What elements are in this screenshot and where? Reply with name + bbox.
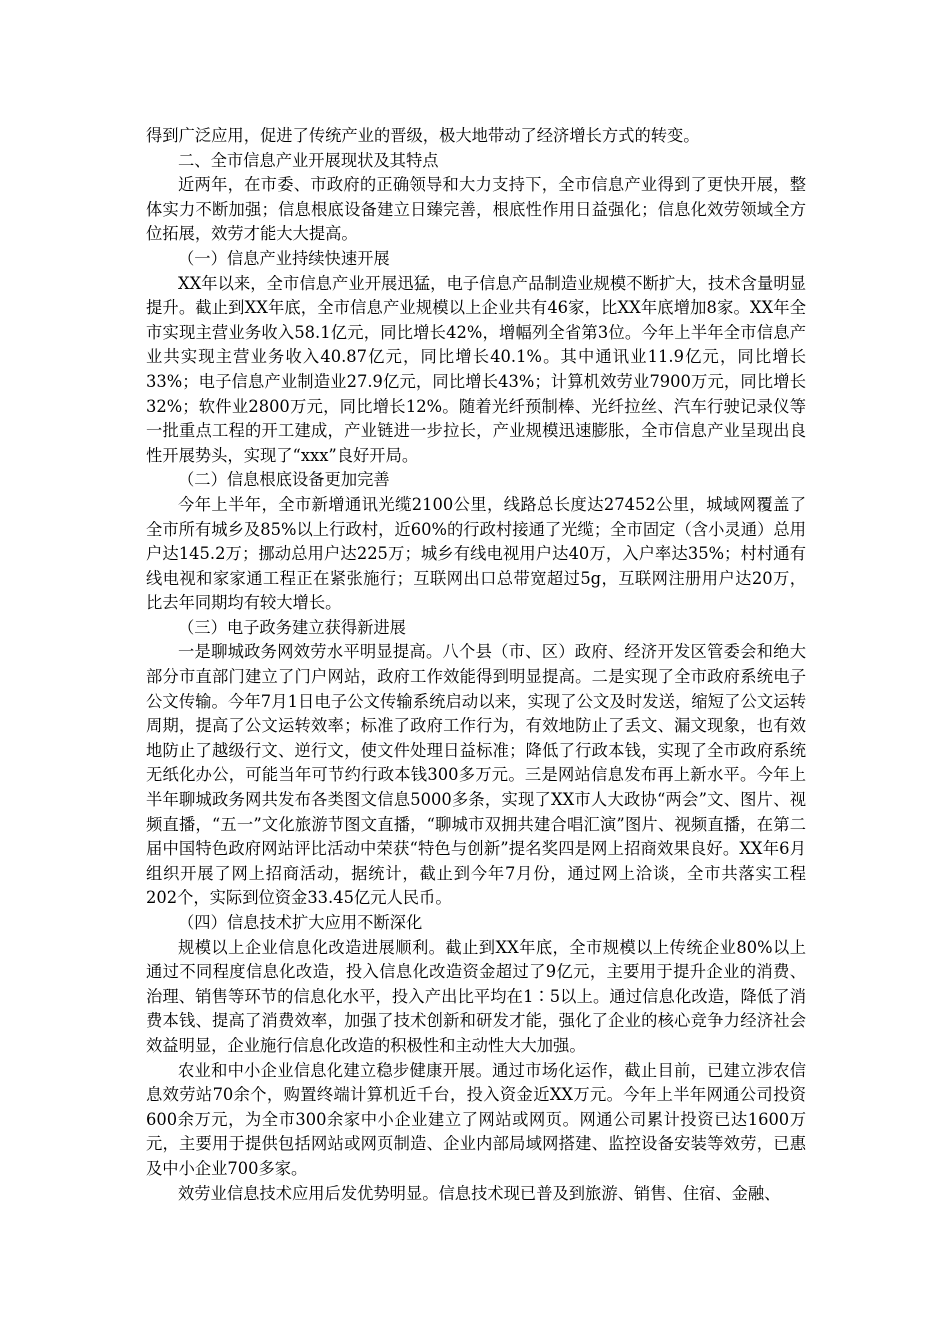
paragraph-1: 得到广泛应用，促进了传统产业的晋级，极大地带动了经济增长方式的转变。 [146, 126, 700, 145]
paragraph-5: XX年以来，全市信息产业开展迅猛，电子信息产品制造业规模不断扩大，技术含量明显提升。截止到XX年底，全市信息产业规模以上企业共有46家，比XX年底增加8家。XX年全市实现主营业务收入58.1亿元，同比增长42%，增幅列全省第3位。今年上半年全市信息产业共实现主营业务收入40.87亿元，同比增长40.1%。其中通讯业11.9亿元，同比增长33%；电子信息产业制造业27.9亿元，同比增长43%；计算机效劳业7900万元，同比增长32%；软件业2800万元，同比增长12%。随着光纤预制棒、光纤拉丝、汽车行驶记录仪等一批重点工程的开工建成，产业链进一步拉长，产业规模迅速膨胀，全市信息产业呈现出良性开展势头，实现了“xxx”良好开局。 [146, 273, 806, 465]
paragraph-12: 农业和中小企业信息化建立稳步健康开展。通过市场化运作，截止目前，已建立涉农信息效劳站70余个，购置终端计算机近千台，投入资金近XX万元。今年上半年网通公司投资600余万元，为全市300余家中小企业建立了网站或网页。网通公司累计投资已达1600万元，主要用于提供包括网站或网页制造、企业内部局域网搭建、监控设备安装等效劳，已惠及中小企业700多家。 [146, 1060, 806, 1178]
paragraph-3: 近两年，在市委、市政府的正确领导和大力支持下，全市信息产业得到了更快开展，整体实力不断加强；信息根底设备建立日臻完善，根底性作用日益强化；信息化效劳领域全方位拓展，效劳才能大大提高。 [146, 175, 806, 244]
subsection-heading-3: （三）电子政务建立获得新进展 [178, 617, 406, 637]
section-heading-2: 二、全市信息产业开展现状及其特点 [178, 150, 439, 170]
paragraph-9: 一是聊城政务网效劳水平明显提高。八个县（市、区）政府、经济开发区管委会和绝大部分市直部门建立了门户网站，政府工作效能得到明显提高。二是实现了全市政府系统电子公文传输。今年7月1日电子公文传输系统启动以来，实现了公文及时发送，缩短了公文运转周期，提高了公文运转效率；标准了政府工作行为，有效地防止了丢文、漏文现象，也有效地防止了越级行文、逆行文，使文件处理日益标准；降低了行政本钱，实现了全市政府系统无纸化办公，可能当年可节约行政本钱300多万元。三是网站信息发布再上新水平。今年上半年聊城政务网共发布各类图文信息5000多条，实现了XX市人大政协“两会”文、图片、视频直播，“五一”文化旅游节图文直播，“聊城市双拥共建合唱汇演”图片、视频直播，在第二届中国特色政府网站评比活动中荣获“特色与创新”提名奖四是网上招商效果良好。XX年6月组织开展了网上招商活动，据统计，截止到今年7月份，通过网上洽谈，全市共落实工程202个，实际到位资金33.45亿元人民币。 [146, 642, 806, 908]
subsection-heading-1: （一）信息产业持续快速开展 [178, 248, 390, 268]
paragraph-7: 今年上半年，全市新增通讯光缆2100公里，线路总长度达27452公里，城域网覆盖了全市所有城乡及85%以上行政村，近60%的行政村接通了光缆；全市固定（含小灵通）总用户达145.2万；挪动总用户达225万；城乡有线电视用户达40万，入户率达35%；村村通有线电视和家家通工程正在紧张施行；互联网出口总带宽超过5g，互联网注册用户达20万，比去年同期均有较大增长。 [146, 494, 806, 613]
paragraph-13: 效劳业信息技术应用后发优势明显。信息技术现已普及到旅游、销售、住宿、金融、 [178, 1183, 781, 1203]
paragraph-11: 规模以上企业信息化改造进展顺利。截止到XX年底，全市规模以上传统企业80%以上通过不同程度信息化改造，投入信息化改造资金超过了9亿元，主要用于提升企业的消费、治理、销售等环节的信息化水平，投入产出比平均在1∶5以上。通过信息化改造，降低了消费本钱、提高了消费效率，加强了技术创新和研发才能，强化了企业的核心竞争力经济社会效益明显，企业施行信息化改造的积极性和主动性大大加强。 [146, 937, 806, 1055]
document-page [146, 124, 806, 1206]
subsection-heading-2: （二）信息根底设备更加完善 [178, 470, 390, 490]
subsection-heading-4: （四）信息技术扩大应用不断深化 [178, 913, 423, 932]
